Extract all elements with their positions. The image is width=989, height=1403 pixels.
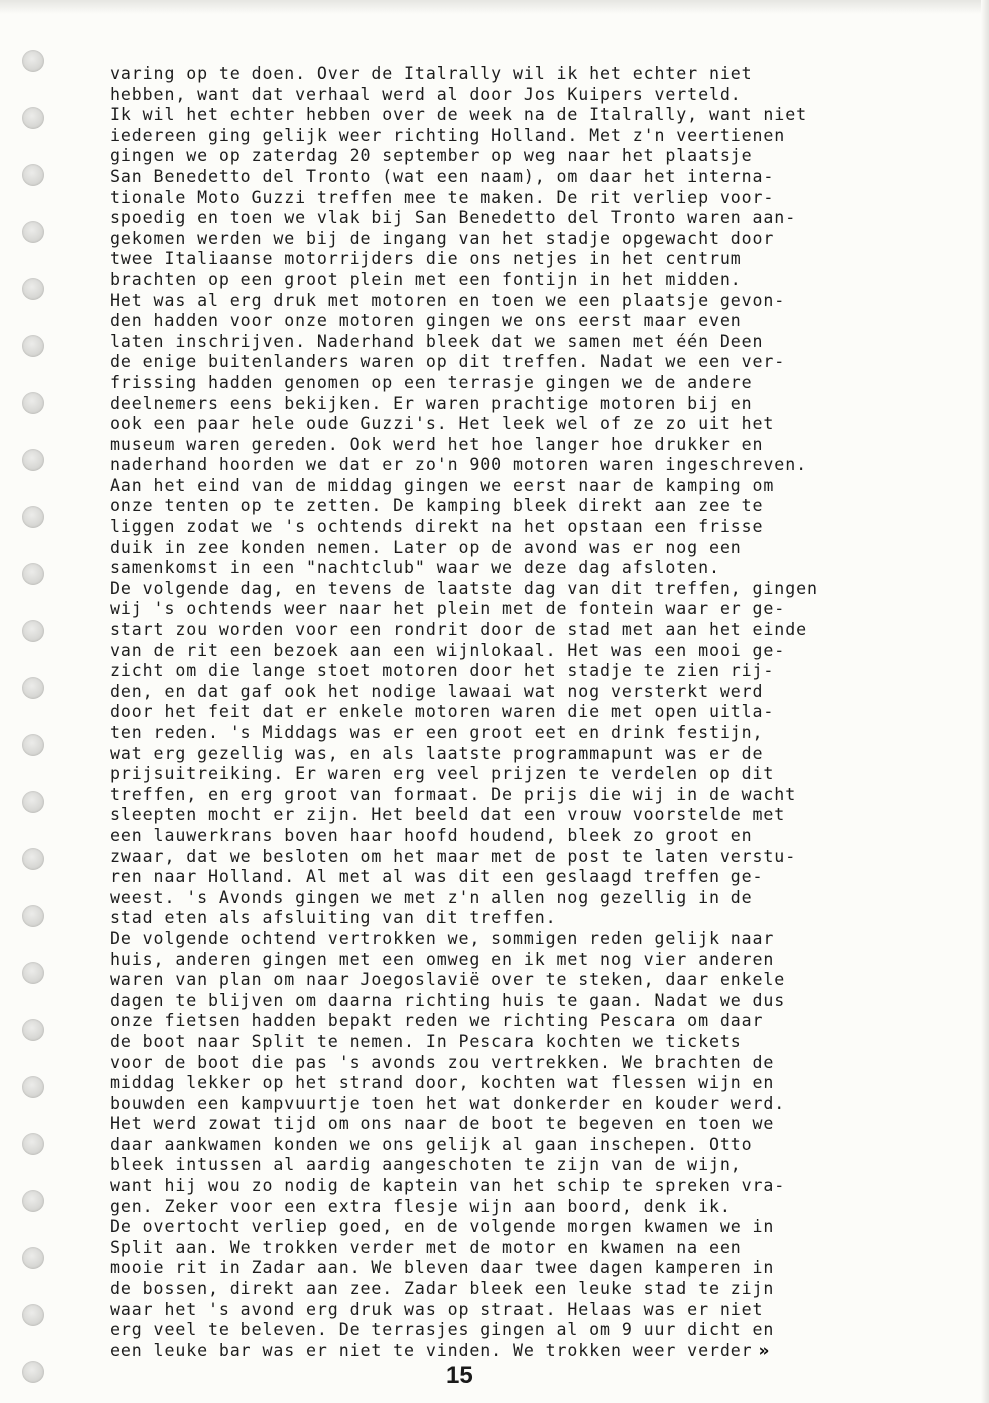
text-line: spoedig en toen we vlak bij San Benedetto del Tronto waren aan- bbox=[110, 208, 797, 228]
binder-hole-icon bbox=[22, 278, 44, 300]
text-line: waren van plan om naar Joegoslavië over te steken, daar enkele bbox=[110, 970, 786, 990]
text-line: Het was al erg druk met motoren en toen we een plaatsje gevon- bbox=[110, 290, 786, 310]
text-line: waar het 's avond erg druk was op straat. Helaas was er niet bbox=[110, 1299, 764, 1319]
binder-hole-icon bbox=[22, 107, 44, 129]
binder-hole-icon bbox=[22, 791, 44, 813]
binder-hole-icon bbox=[22, 962, 44, 984]
page-top-edge bbox=[0, 0, 989, 14]
article-body-text bbox=[110, 64, 970, 1361]
text-line: daar aankwamen konden we ons gelijk al gaan inschepen. Otto bbox=[110, 1134, 753, 1154]
binder-hole-icon bbox=[22, 1076, 44, 1098]
text-line: weest. 's Avonds gingen we met z'n allen nog gezellig in de bbox=[110, 887, 753, 907]
text-line: gen. Zeker voor een extra flesje wijn aan boord, denk ik. bbox=[110, 1196, 731, 1216]
binder-hole-icon bbox=[22, 164, 44, 186]
text-line: duik in zee konden nemen. Later op de avond was er nog een bbox=[110, 537, 742, 557]
binder-hole-icon bbox=[22, 563, 44, 585]
text-line: twee Italiaanse motorrijders die ons netjes in het centrum bbox=[110, 249, 742, 269]
binder-hole-icon bbox=[22, 905, 44, 927]
text-line: laten inschrijven. Naderhand bleek dat we samen met één Deen bbox=[110, 331, 764, 351]
text-line: want hij wou zo nodig de kaptein van het schip te spreken vra- bbox=[110, 1176, 786, 1196]
text-line: San Benedetto del Tronto (wat een naam), om daar het interna- bbox=[110, 166, 775, 186]
text-line: stad eten als afsluiting van dit treffen. bbox=[110, 908, 557, 928]
text-line: De volgende dag, en tevens de laatste dag van dit treffen, gingen bbox=[110, 578, 818, 598]
text-line: treffen, en erg groot van formaat. De prijs die wij in de wacht bbox=[110, 784, 797, 804]
text-line: gingen we op zaterdag 20 september op weg naar het plaatsje bbox=[110, 146, 753, 166]
text-line: den, en dat gaf ook het nodige lawaai wat nog versterkt werd bbox=[110, 681, 764, 701]
text-line: zwaar, dat we besloten om het maar met de post te laten verstu- bbox=[110, 846, 797, 866]
text-line: een lauwerkrans boven haar hoofd houdend, bleek zo groot en bbox=[110, 825, 753, 845]
text-line: museum waren gereden. Ook werd het hoe langer hoe drukker en bbox=[110, 434, 764, 454]
text-line: ren naar Holland. Al met al was dit een geslaagd treffen ge- bbox=[110, 867, 764, 887]
binder-hole-icon bbox=[22, 1247, 44, 1269]
text-line: dagen te blijven om daarna richting huis te gaan. Nadat we dus bbox=[110, 990, 786, 1010]
text-line: ten reden. 's Middags was er een groot eet en drink festijn, bbox=[110, 723, 764, 742]
text-line: Split aan. We trokken verder met de motor en kwamen na een bbox=[110, 1237, 742, 1257]
text-line: door het feit dat er enkele motoren waren die met open uitla- bbox=[110, 702, 775, 722]
binder-hole-icon bbox=[22, 392, 44, 414]
text-line: bleek intussen al aardig aangeschoten te zijn van de wijn, bbox=[110, 1155, 742, 1175]
binder-hole-icon bbox=[22, 449, 44, 471]
text-line: sleepten mocht er zijn. Het beeld dat een vrouw voorstelde met bbox=[110, 805, 786, 825]
text-line: onze fietsen hadden bepakt reden we richting Pescara om daar bbox=[110, 1011, 764, 1031]
text-line: gekomen werden we bij de ingang van het stadje opgewacht door bbox=[110, 228, 775, 248]
binder-hole-icon bbox=[22, 1133, 44, 1155]
text-line: huis, anderen gingen met een omweg en ik met nog vier anderen bbox=[110, 949, 775, 969]
text-line: middag lekker op het strand door, kochten wat flessen wijn en bbox=[110, 1073, 775, 1093]
text-line: voor de boot die pas 's avonds zou vertrekken. We brachten de bbox=[110, 1052, 775, 1072]
page-right-edge bbox=[981, 0, 989, 1403]
text-line: hebben, want dat verhaal werd al door Jos Kuipers verteld. bbox=[110, 84, 742, 104]
binder-hole-icon bbox=[22, 335, 44, 357]
continue-arrow-icon: » bbox=[758, 1340, 767, 1361]
binder-hole-icon bbox=[22, 1304, 44, 1326]
binder-hole-icon bbox=[22, 1019, 44, 1041]
text-line: bouwden een kampvuurtje toen het wat donkerder en kouder werd. bbox=[110, 1093, 786, 1113]
binder-hole-icon bbox=[22, 1190, 44, 1212]
text-line: den hadden voor onze motoren gingen we ons eerst maar even bbox=[110, 311, 742, 331]
text-line: liggen zodat we 's ochtends direkt na het opstaan een frisse bbox=[110, 517, 764, 537]
text-line: de boot naar Split te nemen. In Pescara kochten we tickets bbox=[110, 1031, 742, 1051]
text-line: Het werd zowat tijd om ons naar de boot te begeven en toen we bbox=[110, 1114, 775, 1134]
text-line: onze tenten op te zetten. De kamping bleek direkt aan zee te bbox=[110, 496, 764, 516]
text-line: samenkomst in een "nachtclub" waar we deze dag afsloten. bbox=[110, 558, 720, 578]
text-line: brachten op een groot plein met een fontijn in het midden. bbox=[110, 269, 742, 289]
binder-hole-icon bbox=[22, 848, 44, 870]
text-line: Aan het eind van de middag gingen we eerst naar de kamping om bbox=[110, 475, 775, 495]
binder-holes bbox=[22, 50, 46, 1400]
binder-hole-icon bbox=[22, 221, 44, 243]
text-line: zicht om die lange stoet motoren door het stadje te zien rij- bbox=[110, 661, 775, 681]
text-line: ook een paar hele oude Guzzi's. Het leek wel of ze zo uit het bbox=[110, 414, 775, 434]
text-line: start zou worden voor een rondrit door de stad met aan het einde bbox=[110, 620, 807, 640]
binder-hole-icon bbox=[22, 1361, 44, 1383]
text-line: van de rit een bezoek aan een wijnlokaal. Het was een mooi ge- bbox=[110, 640, 786, 660]
text-line: erg veel te beleven. De terrasjes gingen al om 9 uur dicht en bbox=[110, 1320, 775, 1340]
text-line: De overtocht verliep goed, en de volgende morgen kwamen we in bbox=[110, 1217, 775, 1237]
binder-hole-icon bbox=[22, 734, 44, 756]
text-line: De volgende ochtend vertrokken we, sommigen reden gelijk naar bbox=[110, 928, 775, 948]
text-line: mooie rit in Zadar aan. We bleven daar twee dagen kamperen in bbox=[110, 1258, 775, 1278]
text-line: wij 's ochtends weer naar het plein met de fontein waar er ge- bbox=[110, 599, 786, 619]
text-line: de enige buitenlanders waren op dit treffen. Nadat we een ver- bbox=[110, 352, 786, 372]
text-line: varing op te doen. Over de Italrally wil ik het echter niet bbox=[110, 64, 753, 83]
page-number: 15 bbox=[446, 1362, 473, 1389]
binder-hole-icon bbox=[22, 620, 44, 642]
text-line: tionale Moto Guzzi treffen mee te maken. De rit verliep voor- bbox=[110, 187, 775, 207]
binder-hole-icon bbox=[22, 506, 44, 528]
text-line: iedereen ging gelijk weer richting Holland. Met z'n veertienen bbox=[110, 125, 786, 145]
text-line: frissing hadden genomen op een terrasje gingen we de andere bbox=[110, 372, 753, 392]
text-line: prijsuitreiking. Er waren erg veel prijzen te verdelen op dit bbox=[110, 764, 775, 784]
text-line: naderhand hoorden we dat er zo'n 900 motoren waren ingeschreven. bbox=[110, 455, 807, 475]
text-line: Ik wil het echter hebben over de week na de Italrally, want niet bbox=[110, 105, 807, 125]
text-line: deelnemers eens bekijken. Er waren prachtige motoren bij en bbox=[110, 393, 753, 413]
binder-hole-icon bbox=[22, 677, 44, 699]
text-line: een leuke bar was er niet te vinden. We trokken weer verder » bbox=[110, 1340, 767, 1361]
text-line: wat erg gezellig was, en als laatste programmapunt was er de bbox=[110, 743, 764, 763]
binder-hole-icon bbox=[22, 50, 44, 72]
text-line: de bossen, direkt aan zee. Zadar bleek een leuke stad te zijn bbox=[110, 1279, 775, 1299]
